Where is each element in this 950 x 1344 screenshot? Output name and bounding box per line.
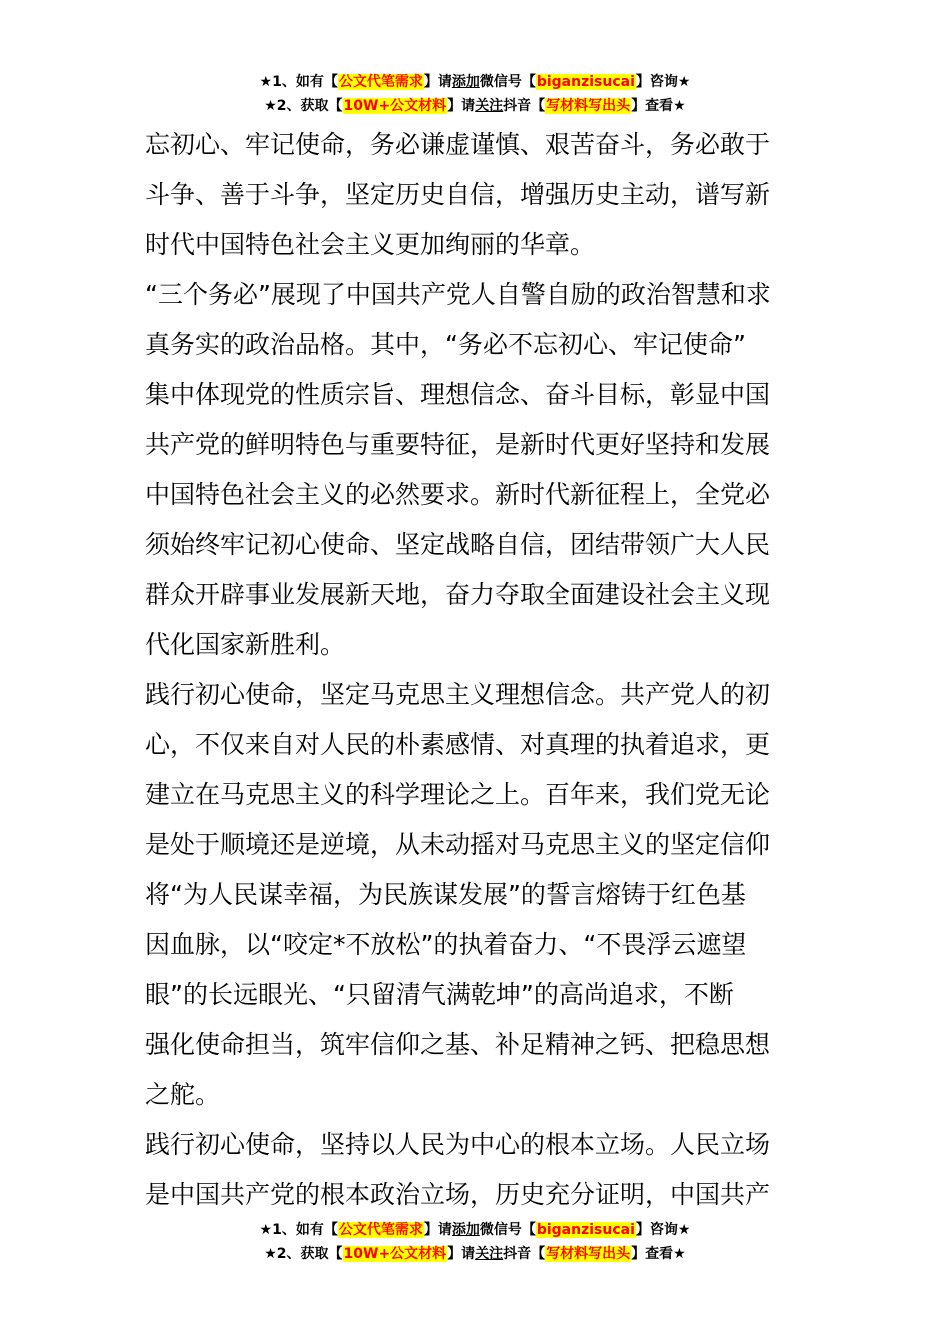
banner-line-1 (0, 70, 950, 94)
text-line: 将“为人民谋幸福，为民族谋发展”的誓言熔铸于红色基 (145, 880, 746, 909)
banner-1-highlight-service: 公文代笔需求 (338, 74, 423, 90)
banner-2-prefix: ★2、获取【 (264, 98, 343, 114)
text-line: 群众开辟事业发展新天地，奋力夺取全面建设社会主义现 (145, 580, 771, 609)
banner-1-mid2: 微信号【 (479, 74, 536, 90)
footer-2-prefix: ★2、获取【 (264, 1246, 343, 1262)
text-line: 建立在马克思主义的科学理论之上。百年来，我们党无论 (145, 780, 771, 809)
banner-2-suffix: 】查看★ (631, 98, 686, 114)
text-line: 真务实的政治品格。其中，“务必不忘初心、牢记使命” (145, 330, 746, 359)
paragraph-3 (145, 670, 810, 1120)
footer-1-suffix: 】咨询★ (635, 1222, 691, 1238)
banner-1-mid: 】请 (423, 74, 452, 90)
banner-1-highlight-wechat: biganzisucai (536, 74, 635, 90)
banner-1-prefix: ★1、如有【 (259, 74, 338, 90)
text-line: 强化使命担当，筑牢信仰之基、补足精神之钙、把稳思想 (145, 1030, 771, 1059)
banner-2-mid2: 抖音【 (503, 98, 546, 114)
text-line: 共产党的鲜明特色与重要特征，是新时代更好坚持和发展 (145, 430, 771, 459)
text-line: 心，不仅来自对人民的朴素感情、对真理的执着追求，更 (145, 730, 771, 759)
footer-2-highlight-materials: 10W+公文材料 (343, 1246, 447, 1262)
text-line: 践行初心使命，坚定马克思主义理想信念。共产党人的初 (145, 680, 771, 709)
banner-1-emphasis: 添加 (451, 74, 480, 90)
footer-2-highlight-douyin: 写材料写出头 (546, 1246, 631, 1262)
footer-1-emphasis: 添加 (451, 1222, 480, 1238)
text-line: “三个务必”展现了中国共产党人自警自励的政治智慧和求 (145, 280, 771, 309)
text-line: 践行初心使命，坚持以人民为中心的根本立场。人民立场 (145, 1130, 771, 1159)
banner-2-highlight-materials: 10W+公文材料 (343, 98, 447, 114)
text-line: 之舵。 (145, 1080, 221, 1109)
text-line: 代化国家新胜利。 (145, 630, 346, 659)
text-line: 须始终牢记初心使命、坚定战略自信，团结带领广大人民 (145, 530, 771, 559)
text-line: 时代中国特色社会主义更加绚丽的华章。 (145, 230, 596, 259)
footer-2-suffix: 】查看★ (631, 1246, 686, 1262)
banner-2-mid: 】请 (447, 98, 476, 114)
text-line: 是中国共产党的根本政治立场，历史充分证明，中国共产 (145, 1180, 771, 1209)
footer-banner (0, 1218, 950, 1266)
text-line: 集中体现党的性质宗旨、理想信念、奋斗目标，彰显中国 (145, 380, 771, 409)
footer-1-highlight-wechat: biganzisucai (536, 1222, 635, 1238)
text-line: 忘初心、牢记使命，务必谦虚谨慎、艰苦奋斗，务必敢于 (145, 130, 771, 159)
footer-1-mid: 】请 (423, 1222, 452, 1238)
paragraph-4 (145, 1120, 810, 1220)
footer-2-mid2: 抖音【 (503, 1246, 546, 1262)
header-banner (0, 70, 950, 118)
text-line: 眼”的长远眼光、“只留清气满乾坤”的高尚追求，不断 (145, 980, 734, 1009)
banner-1-suffix: 】咨询★ (635, 74, 691, 90)
text-line: 中国特色社会主义的必然要求。新时代新征程上，全党必 (145, 480, 771, 509)
text-line: 是处于顺境还是逆境，从未动摇对马克思主义的坚定信仰 (145, 830, 771, 859)
banner-2-highlight-douyin: 写材料写出头 (546, 98, 631, 114)
footer-2-emphasis: 关注 (475, 1246, 504, 1262)
footer-2-mid: 】请 (447, 1246, 476, 1262)
paragraph-1 (145, 120, 810, 270)
text-line: 斗争、善于斗争，坚定历史自信，增强历史主动，谱写新 (145, 180, 771, 209)
footer-1-mid2: 微信号【 (479, 1222, 536, 1238)
paragraph-2 (145, 270, 810, 670)
footer-1-prefix: ★1、如有【 (259, 1222, 338, 1238)
footer-banner-line-2 (0, 1242, 950, 1266)
document-body (145, 120, 810, 1220)
text-line: 因血脉，以“咬定*不放松”的执着奋力、“不畏浮云遮望 (145, 930, 747, 959)
banner-2-emphasis: 关注 (475, 98, 504, 114)
footer-banner-line-1 (0, 1218, 950, 1242)
banner-line-2 (0, 94, 950, 118)
footer-1-highlight-service: 公文代笔需求 (338, 1222, 423, 1238)
